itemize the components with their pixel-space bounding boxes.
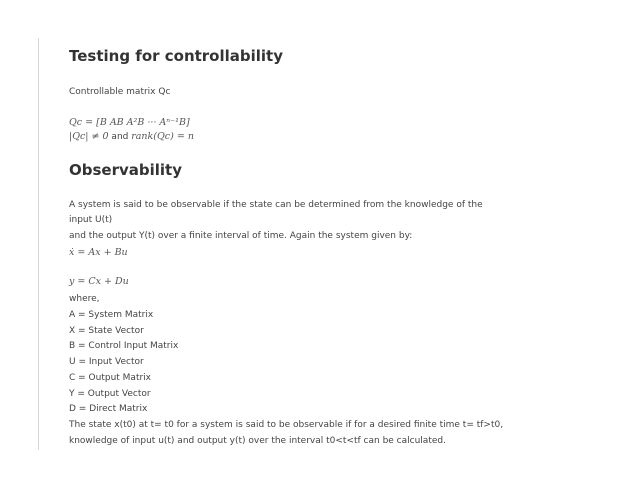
equation-qc: Qc = [B AB A²B ··· Aⁿ⁻¹B] xyxy=(69,117,190,128)
equation-output: y = Cx + Du xyxy=(69,276,129,287)
observability-paragraph-line-2: input U(t) xyxy=(69,215,113,225)
equation-and-text: and xyxy=(108,132,132,142)
definition-u: U = Input Vector xyxy=(69,357,144,367)
observability-final-line-2: knowledge of input u(t) and output y(t) over the interval t0<t<tf can be calculated. xyxy=(69,436,446,446)
definition-y: Y = Output Vector xyxy=(69,389,151,399)
observability-paragraph-line-3: and the output Y(t) over a finite interval of time. Again the system given by: xyxy=(69,231,413,241)
definition-c: C = Output Matrix xyxy=(69,373,152,383)
where-label: where, xyxy=(69,294,100,304)
equation-state: ẋ = Ax + Bu xyxy=(69,247,128,258)
controllable-matrix-label: Controllable matrix Qc xyxy=(69,87,171,97)
equation-determinant: |Qc| ≠ 0 xyxy=(69,131,109,142)
definition-x: X = State Vector xyxy=(69,326,144,336)
definition-a: A = System Matrix xyxy=(69,310,154,320)
definition-b: B = Control Input Matrix xyxy=(69,341,179,351)
definition-d: D = Direct Matrix xyxy=(69,404,148,414)
heading-observability: Observability xyxy=(69,161,182,179)
observability-final-line-1: The state x(t0) at t= t0 for a system is said to be observable if for a desired finite time t= tf>t0, xyxy=(69,420,504,430)
equation-condition xyxy=(69,131,194,143)
equation-rank: rank(Qc) = n xyxy=(131,131,194,142)
observability-paragraph-line-1: A system is said to be observable if the state can be determined from the knowledge of the xyxy=(69,200,483,210)
heading-controllability: Testing for controllability xyxy=(69,47,284,65)
left-border-rule xyxy=(38,38,39,450)
